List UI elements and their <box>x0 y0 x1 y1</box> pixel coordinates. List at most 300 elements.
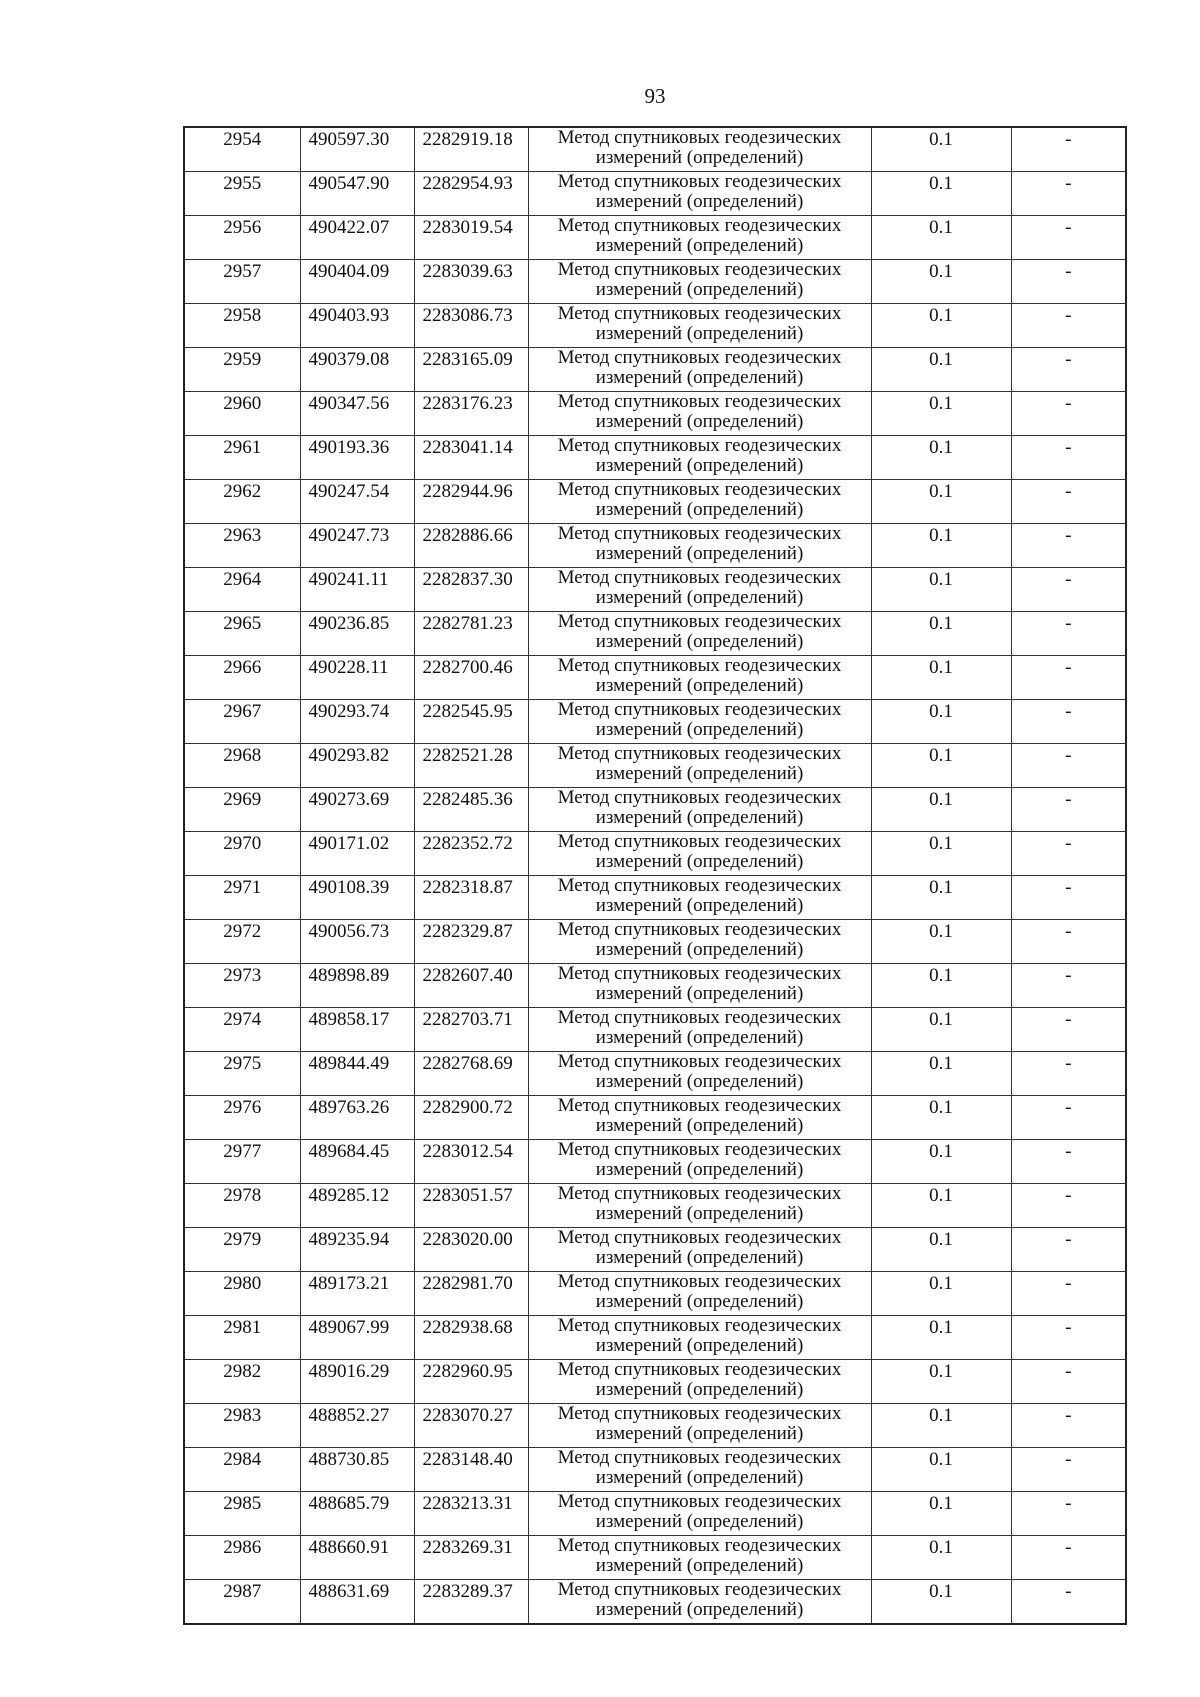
x-coordinate-cell: 489067.99 <box>300 1316 414 1360</box>
table-row <box>184 524 1126 568</box>
table-row <box>184 1316 1126 1360</box>
extra-value-cell: - <box>1011 348 1126 392</box>
extra-value-cell: - <box>1011 1404 1126 1448</box>
point-number-cell: 2961 <box>184 436 300 480</box>
method-line-1: Метод спутниковых геодезических <box>557 347 842 368</box>
method-line-1: Метод спутниковых геодезических <box>557 1491 842 1512</box>
y-coordinate-cell: 2283148.40 <box>414 1448 528 1492</box>
table-row <box>184 1448 1126 1492</box>
y-coordinate-cell: 2283165.09 <box>414 348 528 392</box>
x-coordinate-cell: 490293.82 <box>300 744 414 788</box>
extra-value-cell: - <box>1011 172 1126 216</box>
accuracy-cell: 0.1 <box>871 876 1011 920</box>
table-row <box>184 480 1126 524</box>
accuracy-cell: 0.1 <box>871 920 1011 964</box>
method-cell <box>528 656 871 700</box>
point-number-cell: 2954 <box>184 127 300 172</box>
accuracy-cell: 0.1 <box>871 1272 1011 1316</box>
method-line-2: измерений (определений) <box>595 1511 804 1532</box>
method-cell <box>528 1008 871 1052</box>
accuracy-cell: 0.1 <box>871 304 1011 348</box>
x-coordinate-cell: 490247.54 <box>300 480 414 524</box>
x-coordinate-cell: 488852.27 <box>300 1404 414 1448</box>
y-coordinate-cell: 2283041.14 <box>414 436 528 480</box>
x-coordinate-cell: 490403.93 <box>300 304 414 348</box>
method-line-2: измерений (определений) <box>595 1159 804 1180</box>
point-number-cell: 2960 <box>184 392 300 436</box>
method-line-2: измерений (определений) <box>595 367 804 388</box>
point-number-cell: 2956 <box>184 216 300 260</box>
accuracy-cell: 0.1 <box>871 656 1011 700</box>
accuracy-cell: 0.1 <box>871 1492 1011 1536</box>
point-number-cell: 2969 <box>184 788 300 832</box>
method-line-1: Метод спутниковых геодезических <box>557 743 842 764</box>
x-coordinate-cell: 490056.73 <box>300 920 414 964</box>
method-cell <box>528 1272 871 1316</box>
method-line-1: Метод спутниковых геодезических <box>557 787 842 808</box>
y-coordinate-cell: 2283086.73 <box>414 304 528 348</box>
method-cell <box>528 524 871 568</box>
method-line-2: измерений (определений) <box>595 1423 804 1444</box>
method-line-2: измерений (определений) <box>595 455 804 476</box>
method-cell <box>528 1404 871 1448</box>
method-cell <box>528 1536 871 1580</box>
point-number-cell: 2972 <box>184 920 300 964</box>
x-coordinate-cell: 489684.45 <box>300 1140 414 1184</box>
accuracy-cell: 0.1 <box>871 1404 1011 1448</box>
y-coordinate-cell: 2282700.46 <box>414 656 528 700</box>
point-number-cell: 2967 <box>184 700 300 744</box>
method-line-1: Метод спутниковых геодезических <box>557 1271 842 1292</box>
y-coordinate-cell: 2282545.95 <box>414 700 528 744</box>
extra-value-cell: - <box>1011 964 1126 1008</box>
method-line-1: Метод спутниковых геодезических <box>557 1095 842 1116</box>
method-line-2: измерений (определений) <box>595 587 804 608</box>
table-row <box>184 1008 1126 1052</box>
table-row <box>184 788 1126 832</box>
x-coordinate-cell: 490171.02 <box>300 832 414 876</box>
method-line-1: Метод спутниковых геодезических <box>557 611 842 632</box>
x-coordinate-cell: 489763.26 <box>300 1096 414 1140</box>
table-row <box>184 1096 1126 1140</box>
y-coordinate-cell: 2282329.87 <box>414 920 528 964</box>
method-cell <box>528 876 871 920</box>
accuracy-cell: 0.1 <box>871 832 1011 876</box>
method-cell <box>528 612 871 656</box>
y-coordinate-cell: 2282954.93 <box>414 172 528 216</box>
extra-value-cell: - <box>1011 392 1126 436</box>
method-cell <box>528 1184 871 1228</box>
x-coordinate-cell: 490293.74 <box>300 700 414 744</box>
accuracy-cell: 0.1 <box>871 127 1011 172</box>
table-row <box>184 964 1126 1008</box>
accuracy-cell: 0.1 <box>871 1096 1011 1140</box>
accuracy-cell: 0.1 <box>871 1316 1011 1360</box>
extra-value-cell: - <box>1011 260 1126 304</box>
method-line-2: измерений (определений) <box>595 807 804 828</box>
accuracy-cell: 0.1 <box>871 612 1011 656</box>
method-cell <box>528 1228 871 1272</box>
point-number-cell: 2970 <box>184 832 300 876</box>
extra-value-cell: - <box>1011 876 1126 920</box>
method-line-1: Метод спутниковых геодезических <box>557 215 842 236</box>
accuracy-cell: 0.1 <box>871 348 1011 392</box>
extra-value-cell: - <box>1011 524 1126 568</box>
table-row <box>184 1536 1126 1580</box>
x-coordinate-cell: 490108.39 <box>300 876 414 920</box>
method-cell <box>528 480 871 524</box>
method-cell <box>528 1316 871 1360</box>
method-line-2: измерений (определений) <box>595 763 804 784</box>
method-line-1: Метод спутниковых геодезических <box>557 1403 842 1424</box>
table-row <box>184 832 1126 876</box>
point-number-cell: 2975 <box>184 1052 300 1096</box>
extra-value-cell: - <box>1011 1492 1126 1536</box>
method-cell <box>528 348 871 392</box>
method-line-1: Метод спутниковых геодезических <box>557 1447 842 1468</box>
extra-value-cell: - <box>1011 656 1126 700</box>
x-coordinate-cell: 489898.89 <box>300 964 414 1008</box>
method-line-2: измерений (определений) <box>595 1555 804 1576</box>
y-coordinate-cell: 2283012.54 <box>414 1140 528 1184</box>
method-cell <box>528 1360 871 1404</box>
method-cell <box>528 1580 871 1625</box>
x-coordinate-cell: 488660.91 <box>300 1536 414 1580</box>
method-line-1: Метод спутниковых геодезических <box>557 1007 842 1028</box>
method-cell <box>528 744 871 788</box>
y-coordinate-cell: 2282485.36 <box>414 788 528 832</box>
y-coordinate-cell: 2282352.72 <box>414 832 528 876</box>
method-cell <box>528 1096 871 1140</box>
point-number-cell: 2981 <box>184 1316 300 1360</box>
extra-value-cell: - <box>1011 1316 1126 1360</box>
method-cell <box>528 127 871 172</box>
method-line-1: Метод спутниковых геодезических <box>557 171 842 192</box>
accuracy-cell: 0.1 <box>871 524 1011 568</box>
point-number-cell: 2965 <box>184 612 300 656</box>
x-coordinate-cell: 490422.07 <box>300 216 414 260</box>
x-coordinate-cell: 490228.11 <box>300 656 414 700</box>
x-coordinate-cell: 489173.21 <box>300 1272 414 1316</box>
x-coordinate-cell: 488730.85 <box>300 1448 414 1492</box>
method-cell <box>528 172 871 216</box>
table-row <box>184 656 1126 700</box>
y-coordinate-cell: 2282703.71 <box>414 1008 528 1052</box>
table-row <box>184 436 1126 480</box>
method-line-2: измерений (определений) <box>595 631 804 652</box>
extra-value-cell: - <box>1011 127 1126 172</box>
method-line-2: измерений (определений) <box>595 411 804 432</box>
method-cell <box>528 1448 871 1492</box>
y-coordinate-cell: 2282521.28 <box>414 744 528 788</box>
extra-value-cell: - <box>1011 788 1126 832</box>
method-line-1: Метод спутниковых геодезических <box>557 259 842 280</box>
y-coordinate-cell: 2283176.23 <box>414 392 528 436</box>
method-line-1: Метод спутниковых геодезических <box>557 523 842 544</box>
method-cell <box>528 392 871 436</box>
table-row <box>184 260 1126 304</box>
point-number-cell: 2973 <box>184 964 300 1008</box>
method-cell <box>528 568 871 612</box>
method-cell <box>528 1140 871 1184</box>
method-line-2: измерений (определений) <box>595 895 804 916</box>
accuracy-cell: 0.1 <box>871 172 1011 216</box>
method-line-2: измерений (определений) <box>595 499 804 520</box>
accuracy-cell: 0.1 <box>871 1008 1011 1052</box>
coordinates-table <box>183 126 1127 1625</box>
y-coordinate-cell: 2282944.96 <box>414 480 528 524</box>
method-line-2: измерений (определений) <box>595 719 804 740</box>
x-coordinate-cell: 490273.69 <box>300 788 414 832</box>
accuracy-cell: 0.1 <box>871 1140 1011 1184</box>
table-row <box>184 127 1126 172</box>
extra-value-cell: - <box>1011 1008 1126 1052</box>
method-line-1: Метод спутниковых геодезических <box>557 1183 842 1204</box>
method-line-2: измерений (определений) <box>595 1379 804 1400</box>
y-coordinate-cell: 2282960.95 <box>414 1360 528 1404</box>
x-coordinate-cell: 488685.79 <box>300 1492 414 1536</box>
x-coordinate-cell: 489858.17 <box>300 1008 414 1052</box>
page-number: 93 <box>644 84 666 108</box>
method-cell <box>528 1492 871 1536</box>
method-line-1: Метод спутниковых геодезических <box>557 919 842 940</box>
table-row <box>184 744 1126 788</box>
method-line-1: Метод спутниковых геодезических <box>557 127 842 148</box>
extra-value-cell: - <box>1011 612 1126 656</box>
y-coordinate-cell: 2283051.57 <box>414 1184 528 1228</box>
extra-value-cell: - <box>1011 1140 1126 1184</box>
extra-value-cell: - <box>1011 568 1126 612</box>
y-coordinate-cell: 2282607.40 <box>414 964 528 1008</box>
y-coordinate-cell: 2283213.31 <box>414 1492 528 1536</box>
point-number-cell: 2979 <box>184 1228 300 1272</box>
y-coordinate-cell: 2282900.72 <box>414 1096 528 1140</box>
method-line-1: Метод спутниковых геодезических <box>557 1579 842 1600</box>
y-coordinate-cell: 2282919.18 <box>414 127 528 172</box>
method-cell <box>528 216 871 260</box>
method-line-2: измерений (определений) <box>595 323 804 344</box>
table-row <box>184 1580 1126 1625</box>
method-cell <box>528 964 871 1008</box>
point-number-cell: 2976 <box>184 1096 300 1140</box>
table-row <box>184 216 1126 260</box>
extra-value-cell: - <box>1011 480 1126 524</box>
method-line-1: Метод спутниковых геодезических <box>557 963 842 984</box>
x-coordinate-cell: 490193.36 <box>300 436 414 480</box>
extra-value-cell: - <box>1011 1052 1126 1096</box>
method-line-1: Метод спутниковых геодезических <box>557 655 842 676</box>
method-line-2: измерений (определений) <box>595 939 804 960</box>
method-line-2: измерений (определений) <box>595 191 804 212</box>
extra-value-cell: - <box>1011 744 1126 788</box>
y-coordinate-cell: 2282981.70 <box>414 1272 528 1316</box>
method-line-1: Метод спутниковых геодезических <box>557 699 842 720</box>
extra-value-cell: - <box>1011 1228 1126 1272</box>
method-line-1: Метод спутниковых геодезических <box>557 1535 842 1556</box>
method-line-2: измерений (определений) <box>595 279 804 300</box>
method-line-1: Метод спутниковых геодезических <box>557 303 842 324</box>
accuracy-cell: 0.1 <box>871 700 1011 744</box>
method-line-1: Метод спутниковых геодезических <box>557 479 842 500</box>
extra-value-cell: - <box>1011 920 1126 964</box>
x-coordinate-cell: 490241.11 <box>300 568 414 612</box>
method-line-1: Метод спутниковых геодезических <box>557 567 842 588</box>
y-coordinate-cell: 2282318.87 <box>414 876 528 920</box>
point-number-cell: 2980 <box>184 1272 300 1316</box>
point-number-cell: 2971 <box>184 876 300 920</box>
accuracy-cell: 0.1 <box>871 1052 1011 1096</box>
extra-value-cell: - <box>1011 436 1126 480</box>
accuracy-cell: 0.1 <box>871 964 1011 1008</box>
point-number-cell: 2958 <box>184 304 300 348</box>
method-line-1: Метод спутниковых геодезических <box>557 831 842 852</box>
table-row <box>184 876 1126 920</box>
extra-value-cell: - <box>1011 1580 1126 1625</box>
method-cell <box>528 920 871 964</box>
method-line-2: измерений (определений) <box>595 1071 804 1092</box>
x-coordinate-cell: 490347.56 <box>300 392 414 436</box>
y-coordinate-cell: 2282768.69 <box>414 1052 528 1096</box>
x-coordinate-cell: 489235.94 <box>300 1228 414 1272</box>
point-number-cell: 2978 <box>184 1184 300 1228</box>
method-line-2: измерений (определений) <box>595 235 804 256</box>
method-line-2: измерений (определений) <box>595 1467 804 1488</box>
y-coordinate-cell: 2283020.00 <box>414 1228 528 1272</box>
point-number-cell: 2966 <box>184 656 300 700</box>
x-coordinate-cell: 490236.85 <box>300 612 414 656</box>
table-row <box>184 1052 1126 1096</box>
point-number-cell: 2986 <box>184 1536 300 1580</box>
table-row <box>184 700 1126 744</box>
point-number-cell: 2955 <box>184 172 300 216</box>
point-number-cell: 2959 <box>184 348 300 392</box>
table-row <box>184 1140 1126 1184</box>
accuracy-cell: 0.1 <box>871 436 1011 480</box>
method-line-2: измерений (определений) <box>595 675 804 696</box>
method-line-2: измерений (определений) <box>595 147 804 168</box>
method-line-2: измерений (определений) <box>595 851 804 872</box>
y-coordinate-cell: 2282938.68 <box>414 1316 528 1360</box>
table-row <box>184 1272 1126 1316</box>
extra-value-cell: - <box>1011 1096 1126 1140</box>
method-line-1: Метод спутниковых геодезических <box>557 1139 842 1160</box>
method-cell <box>528 260 871 304</box>
extra-value-cell: - <box>1011 700 1126 744</box>
table-row <box>184 1492 1126 1536</box>
method-cell <box>528 700 871 744</box>
accuracy-cell: 0.1 <box>871 744 1011 788</box>
accuracy-cell: 0.1 <box>871 1360 1011 1404</box>
y-coordinate-cell: 2282781.23 <box>414 612 528 656</box>
table-row <box>184 392 1126 436</box>
method-cell <box>528 832 871 876</box>
table-row <box>184 920 1126 964</box>
method-line-1: Метод спутниковых геодезических <box>557 1359 842 1380</box>
method-line-1: Метод спутниковых геодезических <box>557 875 842 896</box>
method-line-2: измерений (определений) <box>595 1599 804 1620</box>
y-coordinate-cell: 2282886.66 <box>414 524 528 568</box>
x-coordinate-cell: 488631.69 <box>300 1580 414 1625</box>
point-number-cell: 2968 <box>184 744 300 788</box>
y-coordinate-cell: 2283039.63 <box>414 260 528 304</box>
method-line-1: Метод спутниковых геодезических <box>557 1227 842 1248</box>
point-number-cell: 2982 <box>184 1360 300 1404</box>
y-coordinate-cell: 2283269.31 <box>414 1536 528 1580</box>
table-row <box>184 1360 1126 1404</box>
x-coordinate-cell: 489285.12 <box>300 1184 414 1228</box>
accuracy-cell: 0.1 <box>871 392 1011 436</box>
point-number-cell: 2984 <box>184 1448 300 1492</box>
accuracy-cell: 0.1 <box>871 216 1011 260</box>
x-coordinate-cell: 490404.09 <box>300 260 414 304</box>
coordinates-table-body <box>184 127 1126 1624</box>
table-row <box>184 172 1126 216</box>
method-cell <box>528 304 871 348</box>
extra-value-cell: - <box>1011 216 1126 260</box>
table-row <box>184 304 1126 348</box>
accuracy-cell: 0.1 <box>871 1536 1011 1580</box>
table-row <box>184 348 1126 392</box>
accuracy-cell: 0.1 <box>871 480 1011 524</box>
method-line-2: измерений (определений) <box>595 1115 804 1136</box>
extra-value-cell: - <box>1011 1272 1126 1316</box>
method-line-2: измерений (определений) <box>595 1203 804 1224</box>
y-coordinate-cell: 2283070.27 <box>414 1404 528 1448</box>
method-line-1: Метод спутниковых геодезических <box>557 1051 842 1072</box>
point-number-cell: 2957 <box>184 260 300 304</box>
table-row <box>184 1228 1126 1272</box>
point-number-cell: 2962 <box>184 480 300 524</box>
method-line-2: измерений (определений) <box>595 1291 804 1312</box>
method-cell <box>528 436 871 480</box>
accuracy-cell: 0.1 <box>871 260 1011 304</box>
table-row <box>184 1404 1126 1448</box>
accuracy-cell: 0.1 <box>871 1448 1011 1492</box>
method-line-1: Метод спутниковых геодезических <box>557 391 842 412</box>
table-row <box>184 568 1126 612</box>
x-coordinate-cell: 490379.08 <box>300 348 414 392</box>
x-coordinate-cell: 489016.29 <box>300 1360 414 1404</box>
extra-value-cell: - <box>1011 1360 1126 1404</box>
method-line-1: Метод спутниковых геодезических <box>557 1315 842 1336</box>
extra-value-cell: - <box>1011 832 1126 876</box>
extra-value-cell: - <box>1011 1448 1126 1492</box>
extra-value-cell: - <box>1011 304 1126 348</box>
point-number-cell: 2974 <box>184 1008 300 1052</box>
method-line-2: измерений (определений) <box>595 983 804 1004</box>
point-number-cell: 2964 <box>184 568 300 612</box>
method-line-1: Метод спутниковых геодезических <box>557 435 842 456</box>
method-cell <box>528 788 871 832</box>
accuracy-cell: 0.1 <box>871 1184 1011 1228</box>
point-number-cell: 2977 <box>184 1140 300 1184</box>
accuracy-cell: 0.1 <box>871 1228 1011 1272</box>
accuracy-cell: 0.1 <box>871 788 1011 832</box>
y-coordinate-cell: 2283019.54 <box>414 216 528 260</box>
method-line-2: измерений (определений) <box>595 1335 804 1356</box>
point-number-cell: 2987 <box>184 1580 300 1625</box>
table-row <box>184 1184 1126 1228</box>
table-row <box>184 612 1126 656</box>
point-number-cell: 2983 <box>184 1404 300 1448</box>
x-coordinate-cell: 490597.30 <box>300 127 414 172</box>
accuracy-cell: 0.1 <box>871 1580 1011 1625</box>
extra-value-cell: - <box>1011 1184 1126 1228</box>
method-line-2: измерений (определений) <box>595 1247 804 1268</box>
x-coordinate-cell: 490247.73 <box>300 524 414 568</box>
accuracy-cell: 0.1 <box>871 568 1011 612</box>
extra-value-cell: - <box>1011 1536 1126 1580</box>
